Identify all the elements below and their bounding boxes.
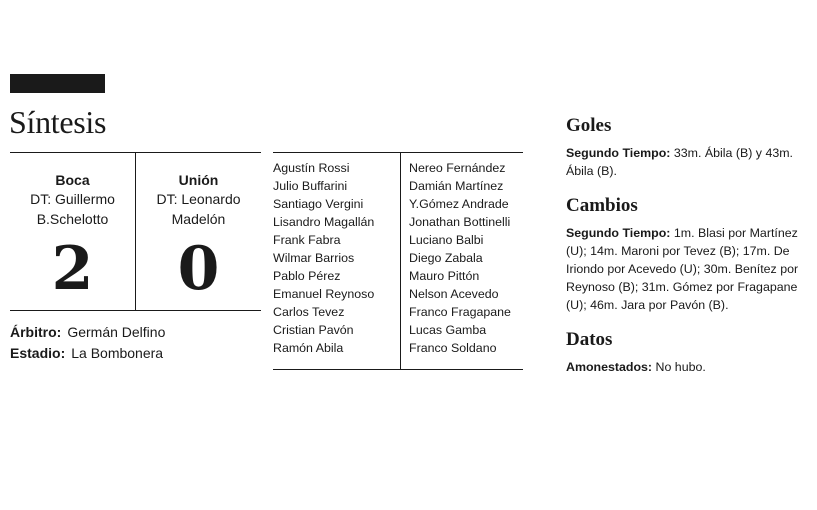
player-name: Agustín Rossi (273, 161, 350, 175)
goals-period-label: Segundo Tiempo: (566, 146, 671, 160)
goals-body (566, 144, 817, 180)
lineups (273, 152, 523, 370)
lineup-divider (400, 153, 401, 370)
player-name: Franco Fragapane (409, 305, 511, 319)
away-score: 0 (177, 234, 220, 304)
player-name: Santiago Vergini (273, 197, 364, 211)
home-lineup (273, 159, 374, 357)
away-team (136, 153, 261, 311)
substitutions-period-label: Segundo Tiempo: (566, 226, 671, 240)
player-name: Mauro Pittón (409, 269, 480, 283)
player-name: Damián Martínez (409, 179, 504, 193)
match-officials (10, 322, 165, 364)
player-name: Emanuel Reynoso (273, 287, 375, 301)
referee-label: Árbitro: (10, 324, 62, 340)
referee-line (10, 322, 165, 343)
player-name: Julio Buffarini (273, 179, 348, 193)
player-name: Nereo Fernández (409, 161, 506, 175)
substitutions-title: Cambios (566, 195, 638, 216)
player-name: Jonathan Bottinelli (409, 215, 511, 229)
away-team-name: Unión (178, 172, 219, 188)
substitutions-body (566, 224, 817, 314)
home-score: 2 (51, 234, 94, 304)
home-team-name: Boca (55, 172, 90, 188)
goals-text: 33m. Ábila (B) y 43m. Ábila (B). (566, 146, 793, 178)
player-name: Cristian Pavón (273, 323, 354, 337)
goals-title: Goles (566, 115, 612, 136)
player-name: Franco Soldano (409, 341, 497, 355)
player-name: Y.Gómez Andrade (409, 197, 509, 211)
player-name: Luciano Balbi (409, 233, 484, 247)
home-team-coach: DT: Guillermo B.Schelotto (30, 191, 115, 227)
player-name: Diego Zabala (409, 251, 483, 265)
goals-section (566, 114, 817, 180)
home-team (10, 153, 135, 311)
match-details (566, 114, 817, 376)
player-name: Nelson Acevedo (409, 287, 499, 301)
data-body (566, 358, 817, 376)
stadium-line (10, 343, 165, 364)
referee-name: Germán Delfino (67, 324, 166, 340)
player-name: Lisandro Magallán (273, 215, 375, 229)
cautions-text: No hubo. (655, 360, 706, 374)
player-name: Carlos Tevez (273, 305, 345, 319)
substitutions-section (566, 194, 817, 314)
page-title: Síntesis (9, 104, 107, 140)
player-name: Wilmar Barrios (273, 251, 355, 265)
player-name: Pablo Pérez (273, 269, 341, 283)
away-lineup (409, 159, 511, 357)
stadium-label: Estadio: (10, 345, 66, 361)
scoreboard (10, 152, 261, 311)
section-tag-bar (10, 74, 105, 93)
away-team-coach: DT: Leonardo Madelón (156, 191, 241, 227)
cautions-label: Amonestados: (566, 360, 653, 374)
player-name: Ramón Abila (273, 341, 344, 355)
player-name: Frank Fabra (273, 233, 341, 247)
player-name: Lucas Gamba (409, 323, 487, 337)
data-title: Datos (566, 329, 613, 350)
stadium-name: La Bombonera (71, 345, 164, 361)
substitutions-text: 1m. Blasi por Martínez (U); 14m. Maroni por Tevez (B); 17m. De Iriondo por Acevedo (U); 30m. Benítez por Reynoso (B); 31m. Gómez por Fragapane (U); 46m. Jara por Pavón (B). (566, 226, 799, 312)
data-section (566, 328, 817, 376)
